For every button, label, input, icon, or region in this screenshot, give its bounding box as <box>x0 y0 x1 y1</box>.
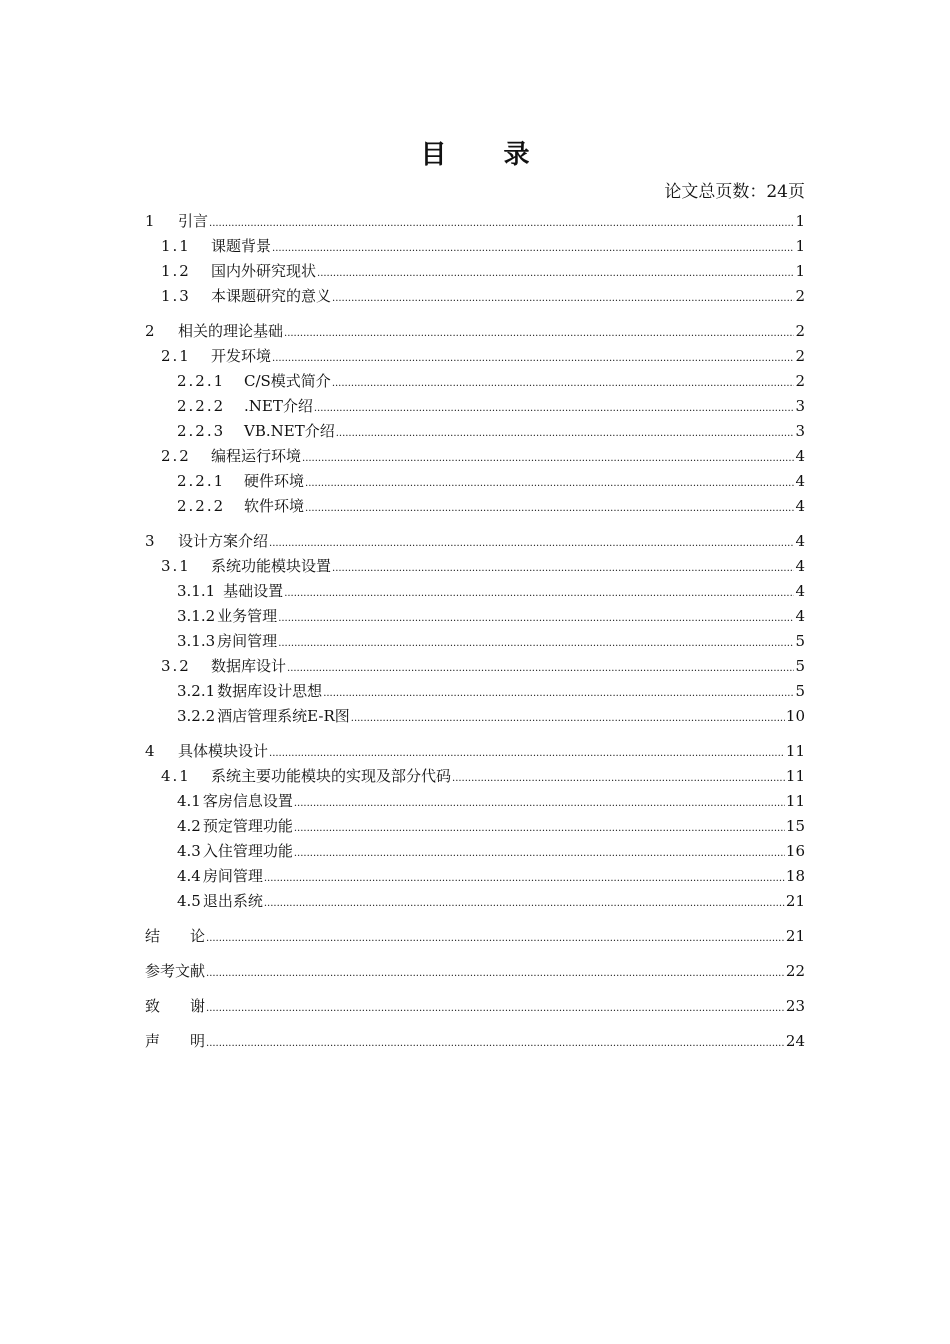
toc-entry-title: 课题背景 <box>211 237 272 255</box>
toc-entry-title: 开发环境 <box>211 347 272 365</box>
toc-entry[interactable] <box>145 554 805 579</box>
toc-dot-leader <box>284 579 794 606</box>
toc-entry-number: 4.4 <box>177 867 201 885</box>
toc-entry-number: 2.2 <box>161 447 191 465</box>
toc-entry-page: 1 <box>795 262 805 280</box>
toc-dot-leader <box>269 529 794 556</box>
toc-entry-number: 2.2.1 <box>177 472 226 490</box>
toc-entry-number: 3.2 <box>161 657 191 675</box>
toc-entry-page: 5 <box>795 657 805 675</box>
toc-entry-number: 3 <box>145 532 155 550</box>
toc-entry-title: 软件环境 <box>244 497 305 515</box>
toc-dot-leader <box>264 864 785 891</box>
page-title: 目 录 <box>420 140 554 170</box>
toc-entry-page: 2 <box>795 322 805 340</box>
toc-dot-leader <box>302 444 794 471</box>
toc-dot-leader <box>206 1029 785 1056</box>
toc-entry-title: .NET介绍 <box>244 397 313 415</box>
toc-dot-leader <box>317 259 794 286</box>
toc-entry-title: 房间管理 <box>217 632 278 650</box>
toc-entry-number: 2.2.2 <box>177 397 226 415</box>
toc-entry-title: 设计方案介绍 <box>178 532 269 550</box>
toc-entry[interactable] <box>145 629 805 654</box>
toc-entry-number: 4.3 <box>177 842 201 860</box>
toc-dot-leader <box>278 629 794 656</box>
toc-entry[interactable] <box>145 739 805 764</box>
toc-dot-leader <box>305 494 794 521</box>
toc-dot-leader <box>305 469 794 496</box>
toc-dot-leader <box>332 554 794 581</box>
toc-dot-leader <box>336 419 795 446</box>
toc-dot-leader <box>269 739 785 766</box>
toc-entry-page: 1 <box>795 237 805 255</box>
toc-entry[interactable] <box>145 344 805 369</box>
toc-entry-number: 2 <box>145 322 155 340</box>
toc-entry-page: 11 <box>785 767 805 785</box>
toc-entry-number: 3.2.2 <box>177 707 216 725</box>
toc-entry-title: 房间管理 <box>202 867 263 885</box>
toc-entry-title: 相关的理论基础 <box>178 322 284 340</box>
toc-entry-title: 编程运行环境 <box>211 447 302 465</box>
toc-dot-leader <box>278 604 794 631</box>
toc-dot-leader <box>294 789 785 816</box>
toc-entry[interactable] <box>145 994 805 1019</box>
toc-entry-title: 系统主要功能模块的实现及部分代码 <box>211 767 452 785</box>
total-page-count: 论文总页数：24页 <box>664 182 805 202</box>
toc-entry[interactable] <box>145 529 805 554</box>
toc-entry-title: 本课题研究的意义 <box>211 287 332 305</box>
toc-entry-title: 退出系统 <box>202 892 263 910</box>
toc-entry-number: 3.1.1 <box>177 582 216 600</box>
toc-entry-number: 4 <box>145 742 155 760</box>
toc-entry-title: 具体模块设计 <box>178 742 269 760</box>
toc-entry-page: 3 <box>795 397 805 415</box>
toc-entry-number: 2.2.2 <box>177 497 226 515</box>
toc-entry-title: 预定管理功能 <box>202 817 293 835</box>
toc-entry-page: 15 <box>785 817 805 835</box>
toc-entry-page: 22 <box>785 962 805 980</box>
toc-entry-page: 5 <box>795 632 805 650</box>
toc-entry-number: 1 <box>145 212 155 230</box>
toc-entry[interactable] <box>145 789 805 814</box>
toc-entry[interactable] <box>145 419 805 444</box>
toc-entry[interactable] <box>145 679 805 704</box>
toc-dot-leader <box>272 234 794 261</box>
toc-entry[interactable] <box>145 889 805 914</box>
toc-entry[interactable] <box>145 959 805 984</box>
toc-entry-title: 国内外研究现状 <box>211 262 317 280</box>
toc-dot-leader <box>332 369 795 396</box>
toc-entry[interactable] <box>145 234 805 259</box>
toc-entry[interactable] <box>145 839 805 864</box>
toc-entry[interactable] <box>145 284 805 309</box>
toc-entry[interactable] <box>145 764 805 789</box>
toc-entry-page: 3 <box>795 422 805 440</box>
toc-dot-leader <box>351 704 785 731</box>
toc-entry-page: 2 <box>795 372 805 390</box>
toc-entry-title: C/S模式简介 <box>244 372 331 390</box>
toc-entry-page: 4 <box>795 447 805 465</box>
toc-entry-title: 酒店管理系统E-R图 <box>217 707 350 725</box>
toc-entry-number: 4.1 <box>161 767 191 785</box>
toc-dot-leader <box>284 319 794 346</box>
toc-entry[interactable] <box>145 924 805 949</box>
toc-entry-page: 24 <box>785 1032 805 1050</box>
toc-entry[interactable] <box>145 369 805 394</box>
toc-entry-number: 3.1.2 <box>177 607 216 625</box>
toc-entry[interactable] <box>145 394 805 419</box>
toc-entry[interactable] <box>145 469 805 494</box>
toc-entry-title: VB.NET介绍 <box>244 422 335 440</box>
toc-entry-number: 2.2.1 <box>177 372 226 390</box>
toc-entry-number: 4.5 <box>177 892 201 910</box>
toc-dot-leader <box>332 284 794 311</box>
toc-entry-number: 4.2 <box>177 817 201 835</box>
toc-entry[interactable] <box>145 209 805 234</box>
toc-entry-page: 4 <box>795 497 805 515</box>
toc-entry-page: 1 <box>795 212 805 230</box>
toc-entry-title: 系统功能模块设置 <box>211 557 332 575</box>
toc-entry-page: 11 <box>785 792 805 810</box>
toc-entry[interactable] <box>145 579 805 604</box>
toc-entry-page: 23 <box>785 997 805 1015</box>
toc-entry-number: 2.1 <box>161 347 191 365</box>
toc-entry-title: 基础设置 <box>223 582 284 600</box>
toc-entry-number: 2.2.3 <box>177 422 226 440</box>
toc-entry-page: 11 <box>785 742 805 760</box>
toc-entry-number: 4.1 <box>177 792 201 810</box>
toc-entry-number: 1.2 <box>161 262 191 280</box>
toc-entry-title: 数据库设计 <box>211 657 287 675</box>
toc-entry-title: 业务管理 <box>217 607 278 625</box>
toc-dot-leader <box>323 679 794 706</box>
toc-entry-page: 10 <box>785 707 805 725</box>
toc-dot-leader <box>206 959 785 986</box>
toc-entry-page: 18 <box>785 867 805 885</box>
toc-entry-title: 声 明 <box>145 1032 206 1050</box>
toc-entry[interactable] <box>145 604 805 629</box>
toc-entry-title: 结 论 <box>145 927 206 945</box>
toc-entry[interactable] <box>145 259 805 284</box>
toc-entry-page: 4 <box>795 532 805 550</box>
toc-entry-number: 1.1 <box>161 237 191 255</box>
toc-entry-number: 3.2.1 <box>177 682 216 700</box>
table-of-contents <box>145 206 805 1054</box>
toc-entry-page: 21 <box>785 892 805 910</box>
toc-entry-page: 4 <box>795 582 805 600</box>
toc-entry-title: 硬件环境 <box>244 472 305 490</box>
toc-entry-page: 4 <box>795 557 805 575</box>
toc-entry[interactable] <box>145 654 805 679</box>
toc-dot-leader <box>272 344 794 371</box>
toc-entry[interactable] <box>145 1029 805 1054</box>
toc-dot-leader <box>264 889 785 916</box>
toc-entry-page: 4 <box>795 472 805 490</box>
toc-entry[interactable] <box>145 319 805 344</box>
toc-entry-number: 3.1 <box>161 557 191 575</box>
toc-entry-title: 参考文献 <box>145 962 206 980</box>
toc-dot-leader <box>452 764 785 791</box>
toc-entry-page: 5 <box>795 682 805 700</box>
toc-dot-leader <box>314 394 795 421</box>
toc-entry-title: 客房信息设置 <box>202 792 293 810</box>
toc-entry[interactable] <box>145 494 805 519</box>
toc-entry-page: 2 <box>795 287 805 305</box>
toc-entry-title: 入住管理功能 <box>202 842 293 860</box>
toc-dot-leader <box>294 814 785 841</box>
toc-entry-page: 16 <box>785 842 805 860</box>
toc-entry-title: 引言 <box>178 212 209 230</box>
toc-entry-number: 1.3 <box>161 287 191 305</box>
toc-entry[interactable] <box>145 444 805 469</box>
toc-entry[interactable] <box>145 704 805 729</box>
toc-dot-leader <box>206 924 785 951</box>
toc-entry-page: 21 <box>785 927 805 945</box>
toc-entry-title: 数据库设计思想 <box>217 682 323 700</box>
toc-entry-title: 致 谢 <box>145 997 206 1015</box>
toc-entry-page: 2 <box>795 347 805 365</box>
toc-entry-page: 4 <box>795 607 805 625</box>
toc-dot-leader <box>206 994 785 1021</box>
toc-dot-leader <box>209 209 794 236</box>
toc-entry[interactable] <box>145 814 805 839</box>
toc-entry-number: 3.1.3 <box>177 632 216 650</box>
toc-dot-leader <box>287 654 794 681</box>
toc-dot-leader <box>294 839 785 866</box>
toc-entry[interactable] <box>145 864 805 889</box>
